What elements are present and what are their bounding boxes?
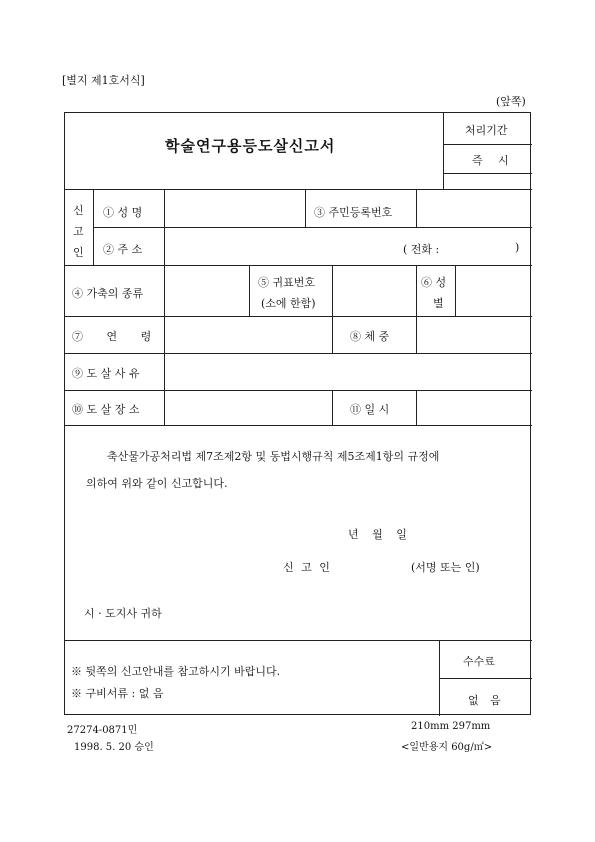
- note-required-docs: ※ 구비서류 : 없 음: [71, 687, 164, 700]
- front-side-label: (앞쪽): [496, 95, 526, 108]
- livestock-type-label: ④ 가축의 종류: [72, 287, 144, 300]
- name-label: ① 성 명: [103, 206, 143, 219]
- statement-line-1: 축산물가공처리법 제7조제2항 및 동법시행규칙 제5조제1항의 규정에: [107, 450, 440, 463]
- ear-tag-note: (소에 한함): [261, 297, 316, 310]
- fee-value: 없 음: [468, 694, 505, 707]
- report-form: [64, 112, 531, 715]
- applicant-label-char: 신: [73, 204, 84, 217]
- date-line: 년 월 일: [348, 528, 412, 541]
- annex-label: [별지 제1호서식]: [62, 74, 145, 87]
- weight-field[interactable]: [417, 317, 531, 352]
- age-label: ⑦ 연 령: [72, 330, 162, 343]
- applicant-label-char: 인: [73, 246, 84, 259]
- ear-tag-label: ⑤ 귀표번호: [258, 276, 316, 289]
- slaughter-reason-field[interactable]: [165, 354, 531, 389]
- address-label: ② 주 소: [103, 243, 143, 256]
- livestock-type-field[interactable]: [165, 266, 248, 315]
- signature-field[interactable]: [340, 553, 405, 575]
- note-reverse-guide: ※ 뒷쪽의 신고안내를 참고하시기 바랍니다.: [71, 665, 281, 678]
- processing-period-value: 즉 시: [472, 154, 515, 167]
- slaughter-reason-label: ⑨ 도 살 사 유: [72, 367, 140, 380]
- signer-label: 신 고 인: [283, 561, 332, 574]
- weight-label: ⑧ 체 중: [350, 330, 390, 343]
- processing-period-label: 처리기간: [465, 124, 508, 137]
- rrn-field[interactable]: [417, 190, 531, 226]
- datetime-label: ⑪ 일 시: [350, 403, 390, 416]
- statement-line-2: 의하여 위와 같이 신고합니다.: [86, 477, 228, 490]
- rrn-label: ③ 주민등록번호: [314, 206, 393, 219]
- sex-field[interactable]: [456, 266, 531, 315]
- form-code: 27274-0871민: [67, 725, 138, 736]
- datetime-field[interactable]: [417, 391, 531, 424]
- phone-close: ): [515, 241, 520, 254]
- name-field[interactable]: [165, 190, 304, 226]
- approval-date: 1998. 5. 20 승인: [74, 742, 154, 753]
- paper-type: <일반용지 60g/㎡>: [401, 742, 493, 753]
- recipient: 시 · 도지사 귀하: [84, 607, 162, 620]
- sex-label-2: 별: [433, 297, 444, 310]
- fee-label: 수수료: [463, 655, 495, 668]
- age-field[interactable]: [165, 317, 331, 352]
- applicant-label-char: 고: [73, 225, 84, 238]
- signer-note: (서명 또는 인): [411, 561, 480, 574]
- phone-label: ( 전화 :: [403, 243, 440, 256]
- ear-tag-field[interactable]: [333, 266, 415, 315]
- address-field[interactable]: [165, 228, 395, 264]
- form-title: 학술연구용등도살신고서: [165, 137, 336, 155]
- slaughter-place-field[interactable]: [165, 391, 331, 424]
- slaughter-place-label: ⑩ 도 살 장 소: [72, 403, 140, 416]
- paper-size: 210mm 297mm: [411, 721, 491, 732]
- sex-label: ⑥ 성: [421, 276, 447, 289]
